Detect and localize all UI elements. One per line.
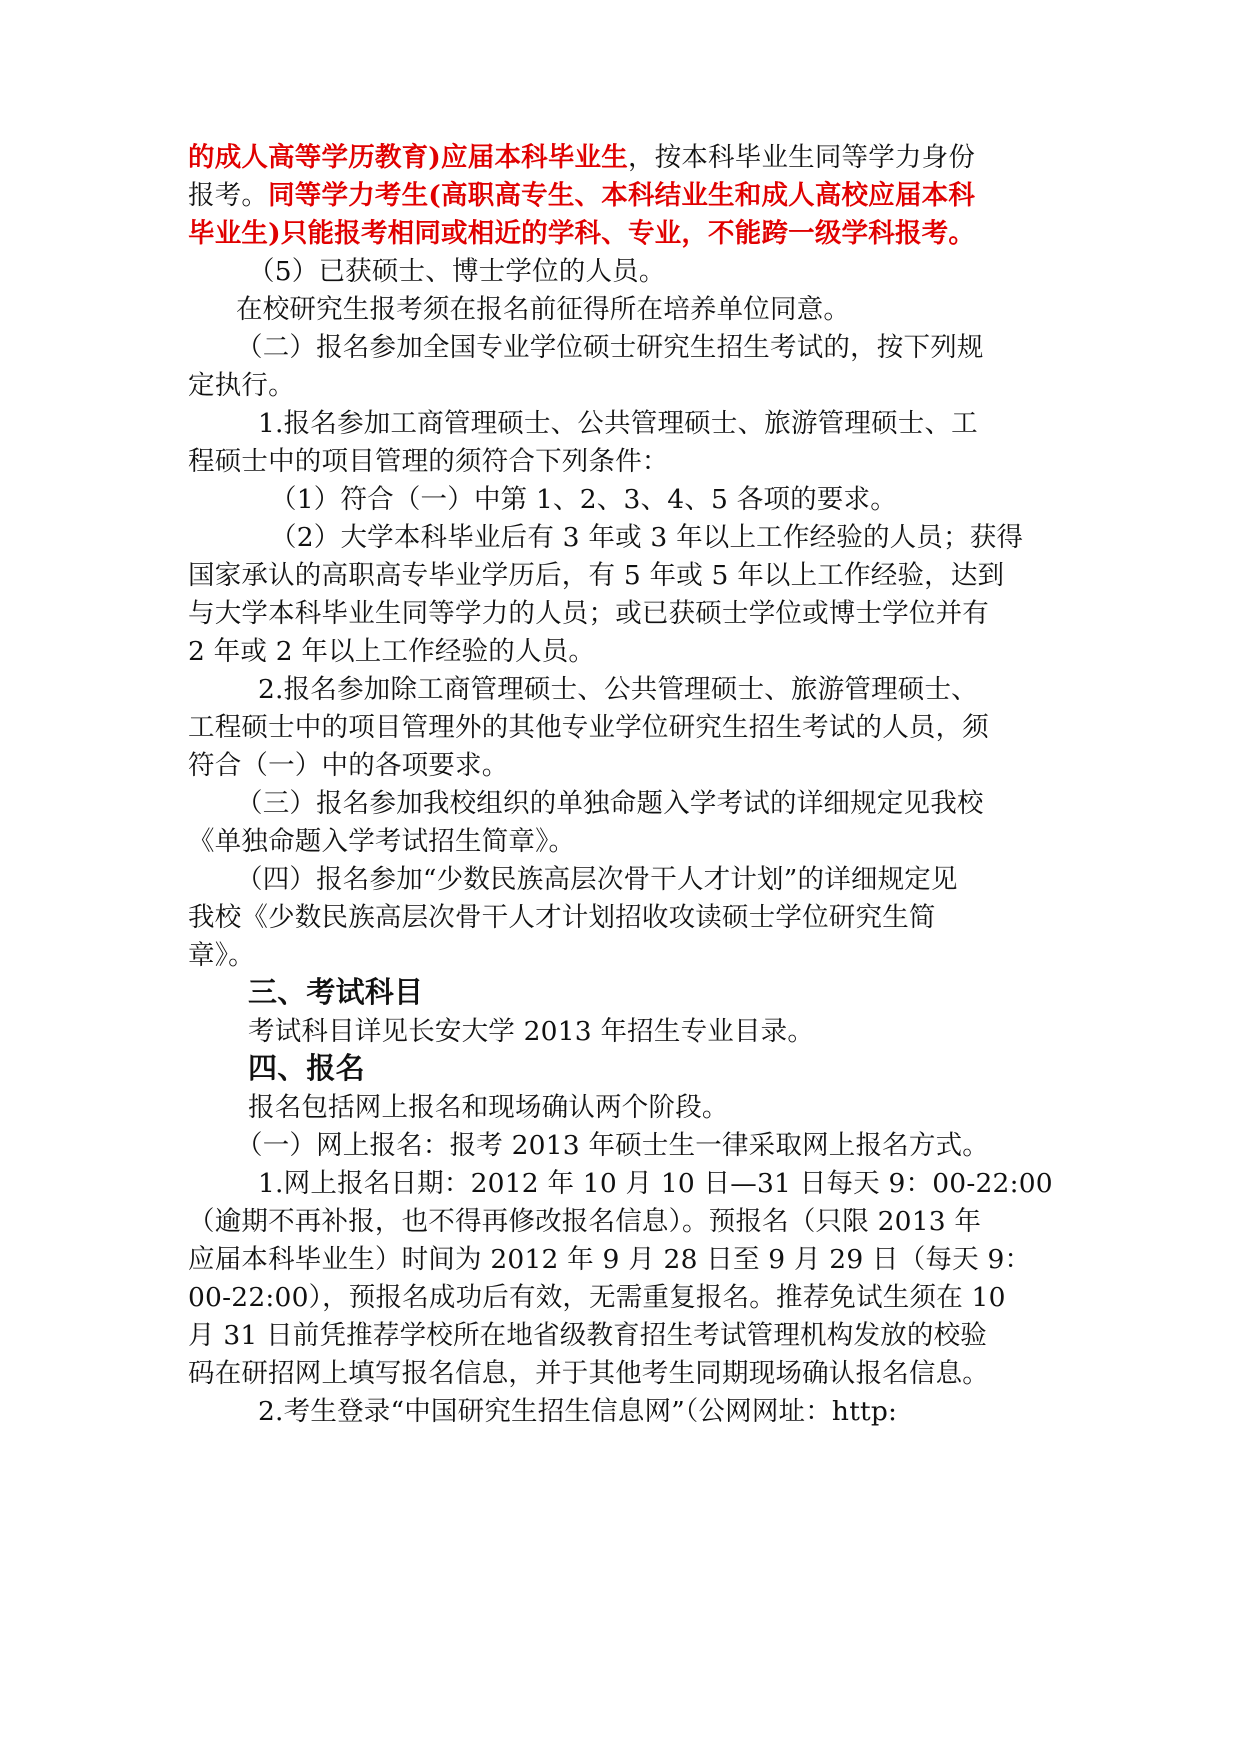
text-line: 码在研招网上填写报名信息，并于其他考生同期现场确认报名信息。 — [188, 1358, 989, 1389]
highlighted-text: 同等学力考生(高职高专生、本科结业生和成人高校应届本科 — [268, 180, 976, 211]
text-line: 在校研究生报考须在报名前征得所在培养单位同意。 — [236, 294, 851, 325]
text-line: 程硕士中的项目管理的须符合下列条件： — [188, 446, 669, 477]
text-line: 1.报名参加工商管理硕士、公共管理硕士、旅游管理硕士、工 — [258, 408, 978, 439]
text-line: （二）报名参加全国专业学位硕士研究生招生考试的，按下列规 — [236, 332, 984, 363]
text-line: 考试科目详见长安大学 2013 年招生专业目录。 — [248, 1016, 815, 1047]
text-line: 符合（一）中的各项要求。 — [188, 750, 509, 781]
text-line: 工程硕士中的项目管理外的其他专业学位研究生招生考试的人员，须 — [188, 712, 989, 743]
text-line: （逾期不再补报，也不得再修改报名信息）。预报名（只限 2013 年 — [188, 1206, 982, 1237]
highlighted-text: 毕业生)只能报考相同或相近的学科、专业，不能跨一级学科报考。 — [188, 218, 976, 249]
section-heading: 四、报名 — [248, 1051, 365, 1085]
text-line: 与大学本科毕业生同等学力的人员；或已获硕士学位或博士学位并有 — [188, 598, 989, 629]
text-line: （三）报名参加我校组织的单独命题入学考试的详细规定见我校 — [236, 788, 984, 819]
text-line: 1.网上报名日期：2012 年 10 月 10 日—31 日每天 9：00-22:00 — [258, 1168, 1053, 1199]
section-heading: 三、考试科目 — [248, 975, 424, 1009]
text-line — [188, 138, 1058, 178]
text-line — [188, 176, 1058, 216]
text-line: 00-22:00），预报名成功后有效，无需重复报名。推荐免试生须在 10 — [188, 1282, 1006, 1313]
text-line: （2）大学本科毕业后有 3 年或 3 年以上工作经验的人员；获得 — [270, 522, 1024, 553]
body-text: ，按本科毕业生同等学力身份 — [627, 142, 976, 173]
text-line: 国家承认的高职高专毕业学历后，有 5 年或 5 年以上工作经验，达到 — [188, 560, 1005, 591]
text-line: （四）报名参加“少数民族高层次骨干人才计划”的详细规定见 — [236, 864, 958, 895]
text-line: 章》。 — [188, 940, 255, 971]
highlighted-text: 的成人高等学历教育)应届本科毕业生 — [188, 142, 628, 173]
text-line: 2.考生登录“中国研究生招生信息网”（公网网址：http: — [258, 1396, 898, 1427]
text-line: 2.报名参加除工商管理硕士、公共管理硕士、旅游管理硕士、 — [258, 674, 978, 705]
text-line: 我校《少数民族高层次骨干人才计划招收攻读硕士学位研究生简 — [188, 902, 936, 933]
text-line: 报名包括网上报名和现场确认两个阶段。 — [248, 1092, 729, 1123]
text-line: 月 31 日前凭推荐学校所在地省级教育招生考试管理机构发放的校验 — [188, 1320, 987, 1351]
text-line: （1）符合（一）中第 1、2、3、4、5 各项的要求。 — [270, 484, 897, 515]
text-line: 《单独命题入学考试招生简章》。 — [188, 826, 576, 857]
text-line: 定执行。 — [188, 370, 295, 401]
text-line: （5）已获硕士、博士学位的人员。 — [248, 256, 666, 287]
text-line — [188, 214, 1058, 254]
body-text: 报考。 — [188, 180, 269, 211]
text-line: 应届本科毕业生）时间为 2012 年 9 月 28 日至 9 月 29 日（每天 9： — [188, 1244, 1032, 1275]
text-line: 2 年或 2 年以上工作经验的人员。 — [188, 636, 596, 667]
text-line: （一）网上报名：报考 2013 年硕士生一律采取网上报名方式。 — [236, 1130, 989, 1161]
